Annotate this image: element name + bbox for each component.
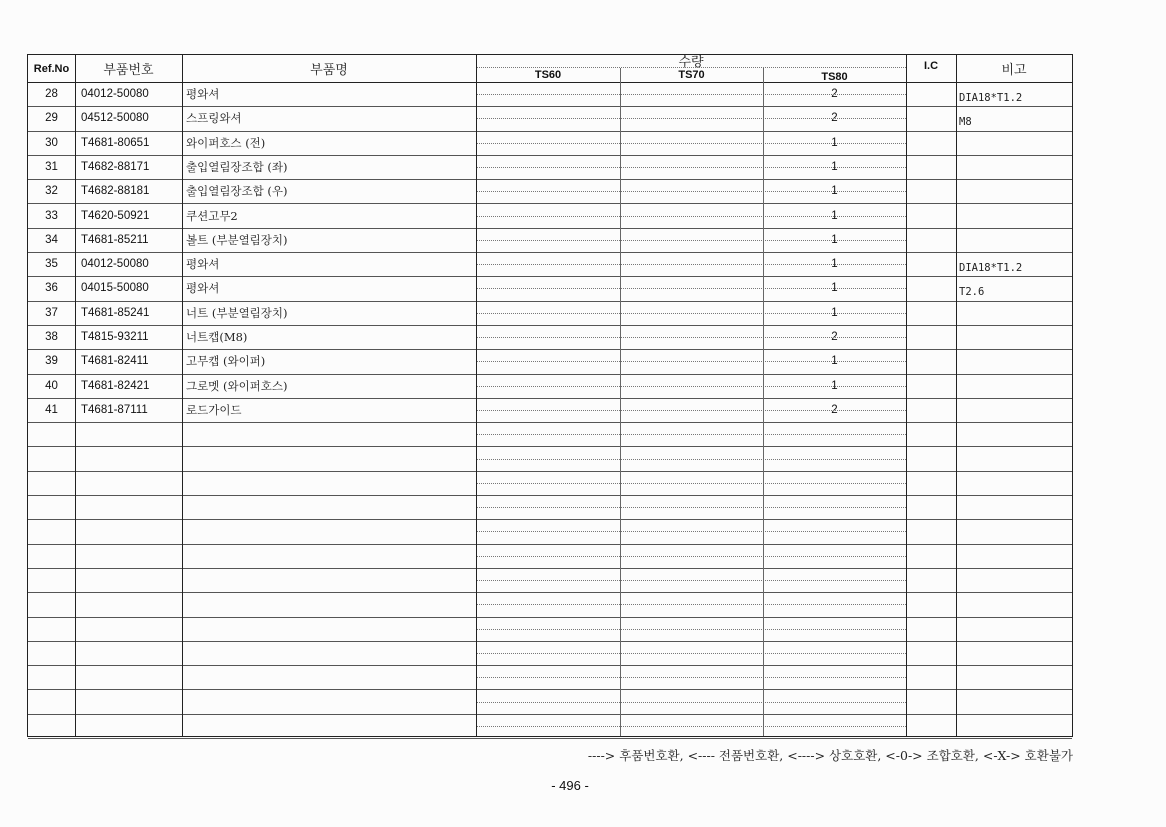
ref-no-cell — [28, 690, 75, 714]
ref-no-cell: 32 — [45, 185, 58, 198]
table-row — [28, 422, 1072, 447]
part-no-cell: T4681-80651 — [81, 136, 150, 149]
qty-row-divider — [476, 653, 906, 654]
header-qty: 수량 — [678, 54, 704, 70]
part-name-cell — [186, 568, 474, 592]
ref-no-cell — [28, 471, 75, 495]
part-name-cell: 그로멧 (와이퍼호스) — [186, 378, 288, 393]
qty-ts80-cell: 2 — [831, 403, 838, 416]
part-name-cell — [186, 617, 474, 641]
part-name-cell: 너트 (부분열림장치) — [186, 305, 288, 320]
qty-ts80-cell: 1 — [831, 355, 838, 368]
qty-ts80-cell: 1 — [831, 379, 838, 392]
ref-no-cell: 28 — [45, 88, 58, 100]
part-no-cell: T4681-82411 — [81, 355, 149, 368]
header-ts60: TS60 — [534, 69, 562, 81]
qty-row-divider — [476, 288, 906, 289]
part-no-cell: 04012-50080 — [81, 88, 149, 100]
table-row — [28, 325, 1072, 350]
note-cell: T2.6 — [959, 286, 985, 299]
table-row — [28, 228, 1072, 253]
qty-ts80-cell: 2 — [831, 88, 838, 100]
part-no-cell: T4682-88181 — [81, 185, 150, 198]
part-no-cell — [81, 714, 181, 738]
qty-row-divider — [476, 702, 906, 703]
header-ic: I.C — [923, 60, 939, 72]
table-row — [28, 495, 1072, 520]
header-ref-no: Ref.No — [33, 62, 70, 75]
ref-no-cell: 34 — [45, 233, 58, 246]
header-part-no: 부품번호 — [103, 63, 154, 78]
qty-row-divider — [476, 459, 906, 460]
ref-no-cell — [28, 617, 75, 641]
part-name-cell — [186, 714, 474, 738]
qty-row-divider — [476, 143, 906, 144]
ref-no-cell — [28, 519, 75, 543]
qty-row-divider — [476, 629, 906, 630]
ref-no-cell — [28, 422, 75, 446]
ref-no-cell: 36 — [45, 282, 58, 295]
qty-row-divider — [476, 191, 906, 192]
qty-row-divider — [476, 264, 906, 265]
qty-row-divider — [476, 216, 906, 217]
table-row — [28, 398, 1072, 423]
qty-ts80-cell: 1 — [831, 136, 838, 149]
part-name-cell — [186, 471, 474, 495]
table-row — [28, 82, 1072, 107]
ref-no-cell — [28, 665, 75, 689]
table-row — [28, 714, 1072, 739]
ref-no-cell — [28, 592, 75, 616]
note-cell: M8 — [959, 116, 972, 129]
table-row — [28, 617, 1072, 642]
qty-row-divider — [476, 556, 906, 557]
table-row — [28, 519, 1072, 544]
part-name-cell — [186, 447, 474, 471]
part-name-cell: 로드가이드 — [186, 402, 242, 417]
ref-no-cell: 29 — [45, 112, 58, 125]
part-name-cell — [186, 690, 474, 714]
table-row — [28, 447, 1072, 472]
table-row — [28, 204, 1072, 229]
ref-no-cell — [28, 714, 75, 738]
part-no-cell: T4815-93211 — [81, 331, 149, 343]
part-name-cell — [186, 592, 474, 616]
table-row — [28, 131, 1072, 156]
qty-ts80-cell: 1 — [831, 185, 838, 198]
ref-no-cell: 35 — [45, 258, 58, 271]
qty-row-divider — [476, 580, 906, 581]
qty-row-divider — [476, 240, 906, 241]
part-no-cell — [81, 568, 181, 592]
ref-no-cell: 31 — [45, 160, 58, 173]
part-name-cell: 출입열림장조합 (우) — [186, 184, 288, 199]
qty-row-divider — [476, 604, 906, 605]
part-name-cell: 스프링와셔 — [186, 111, 242, 126]
qty-row-divider — [476, 94, 906, 95]
part-no-cell: T4681-82421 — [81, 379, 150, 392]
ref-no-cell: 37 — [45, 306, 58, 319]
qty-row-divider — [476, 410, 906, 411]
part-no-cell — [81, 617, 181, 641]
ref-no-cell: 30 — [45, 136, 58, 149]
qty-row-divider — [476, 337, 906, 338]
part-no-cell: 04512-50080 — [81, 112, 149, 125]
header-ts80: TS80 — [821, 71, 848, 83]
qty-row-divider — [476, 361, 906, 362]
qty-row-divider — [476, 167, 906, 168]
table-row — [28, 641, 1072, 666]
ref-no-cell: 33 — [45, 209, 58, 222]
part-no-cell: T4681-85211 — [81, 233, 149, 246]
part-no-cell: 04015-50080 — [81, 282, 149, 295]
qty-ts80-cell: 1 — [831, 306, 838, 319]
ref-no-cell: 38 — [45, 331, 58, 343]
part-no-cell — [81, 422, 181, 446]
page-number: - 496 - — [551, 778, 589, 793]
part-name-cell — [186, 495, 474, 519]
part-name-cell — [186, 422, 474, 446]
table-row — [28, 690, 1072, 715]
col-divider — [75, 55, 76, 736]
col-divider — [182, 55, 183, 736]
part-no-cell — [81, 495, 181, 519]
parts-table — [27, 54, 1073, 737]
table-row — [28, 471, 1072, 496]
part-no-cell: T4682-88171 — [81, 160, 150, 173]
part-no-cell: T4681-85241 — [81, 306, 150, 319]
table-row — [28, 568, 1072, 593]
part-name-cell: 볼트 (부분열림장치) — [186, 232, 288, 247]
qty-header-divider — [476, 67, 906, 68]
header-note: 비고 — [1001, 63, 1027, 78]
part-name-cell: 고무캡 (와이퍼) — [186, 354, 266, 369]
table-header — [28, 55, 1072, 83]
ref-no-cell: 40 — [45, 379, 58, 392]
qty-row-divider — [476, 726, 906, 727]
part-no-cell — [81, 665, 181, 689]
col-divider — [620, 68, 621, 736]
ref-no-cell — [28, 544, 75, 568]
table-row — [28, 155, 1072, 180]
qty-ts80-cell: 2 — [831, 112, 838, 125]
note-cell: DIA18*T1.2 — [959, 262, 1023, 275]
part-name-cell — [186, 544, 474, 568]
part-name-cell: 평와셔 — [186, 257, 220, 272]
qty-ts80-cell: 1 — [831, 282, 838, 295]
part-no-cell: T4620-50921 — [81, 209, 150, 222]
ref-no-cell: 39 — [45, 355, 58, 368]
qty-row-divider — [476, 483, 906, 484]
table-row — [28, 301, 1072, 326]
header-part-name: 부품명 — [310, 63, 348, 78]
table-row — [28, 374, 1072, 399]
table-row — [28, 349, 1072, 374]
part-no-cell — [81, 471, 181, 495]
qty-row-divider — [476, 386, 906, 387]
part-no-cell — [81, 519, 181, 543]
table-row — [28, 252, 1072, 277]
part-no-cell — [81, 690, 181, 714]
qty-ts80-cell: 1 — [831, 258, 838, 271]
table-row — [28, 592, 1072, 617]
col-divider — [763, 68, 764, 736]
part-name-cell: 와이퍼호스 (전) — [186, 135, 266, 150]
qty-row-divider — [476, 118, 906, 119]
qty-row-divider — [476, 434, 906, 435]
interchange-legend: ----> 후품번호환, <---- 전품번호환, <----> 상호호환, <-0-> 조합호환, <-X-> 호환불가 — [587, 748, 1073, 763]
part-no-cell — [81, 544, 181, 568]
table-row — [28, 179, 1072, 204]
ref-no-cell — [28, 568, 75, 592]
part-name-cell: 출입열림장조합 (좌) — [186, 159, 288, 174]
note-cell — [959, 718, 1071, 742]
part-name-cell: 너트캡(M8) — [186, 330, 248, 344]
qty-ts80-cell: 1 — [831, 233, 838, 246]
header-ts70: TS70 — [678, 69, 705, 81]
qty-ts80-cell: 2 — [831, 331, 838, 343]
qty-row-divider — [476, 507, 906, 508]
ref-no-cell — [28, 495, 75, 519]
part-no-cell — [81, 641, 181, 665]
part-no-cell — [81, 447, 181, 471]
part-no-cell: 04012-50080 — [81, 258, 149, 271]
part-name-cell: 평와셔 — [186, 87, 220, 101]
part-name-cell — [186, 519, 474, 543]
qty-row-divider — [476, 531, 906, 532]
table-row — [28, 276, 1072, 301]
part-name-cell: 쿠션고무2 — [186, 208, 238, 223]
col-divider — [906, 55, 907, 736]
note-cell: DIA18*T1.2 — [959, 92, 1023, 104]
part-name-cell — [186, 641, 474, 665]
part-no-cell: T4681-87111 — [81, 403, 148, 416]
qty-ts80-cell: 1 — [831, 209, 838, 222]
ref-no-cell — [28, 641, 75, 665]
table-row — [28, 106, 1072, 131]
part-name-cell — [186, 665, 474, 689]
part-no-cell — [81, 592, 181, 616]
table-row — [28, 544, 1072, 569]
col-divider — [476, 55, 477, 736]
table-row — [28, 665, 1072, 690]
col-divider — [956, 55, 957, 736]
ref-no-cell — [28, 447, 75, 471]
qty-row-divider — [476, 677, 906, 678]
qty-ts80-cell: 1 — [831, 160, 838, 173]
qty-row-divider — [476, 313, 906, 314]
ref-no-cell: 41 — [45, 403, 58, 416]
part-name-cell: 평와셔 — [186, 281, 220, 296]
